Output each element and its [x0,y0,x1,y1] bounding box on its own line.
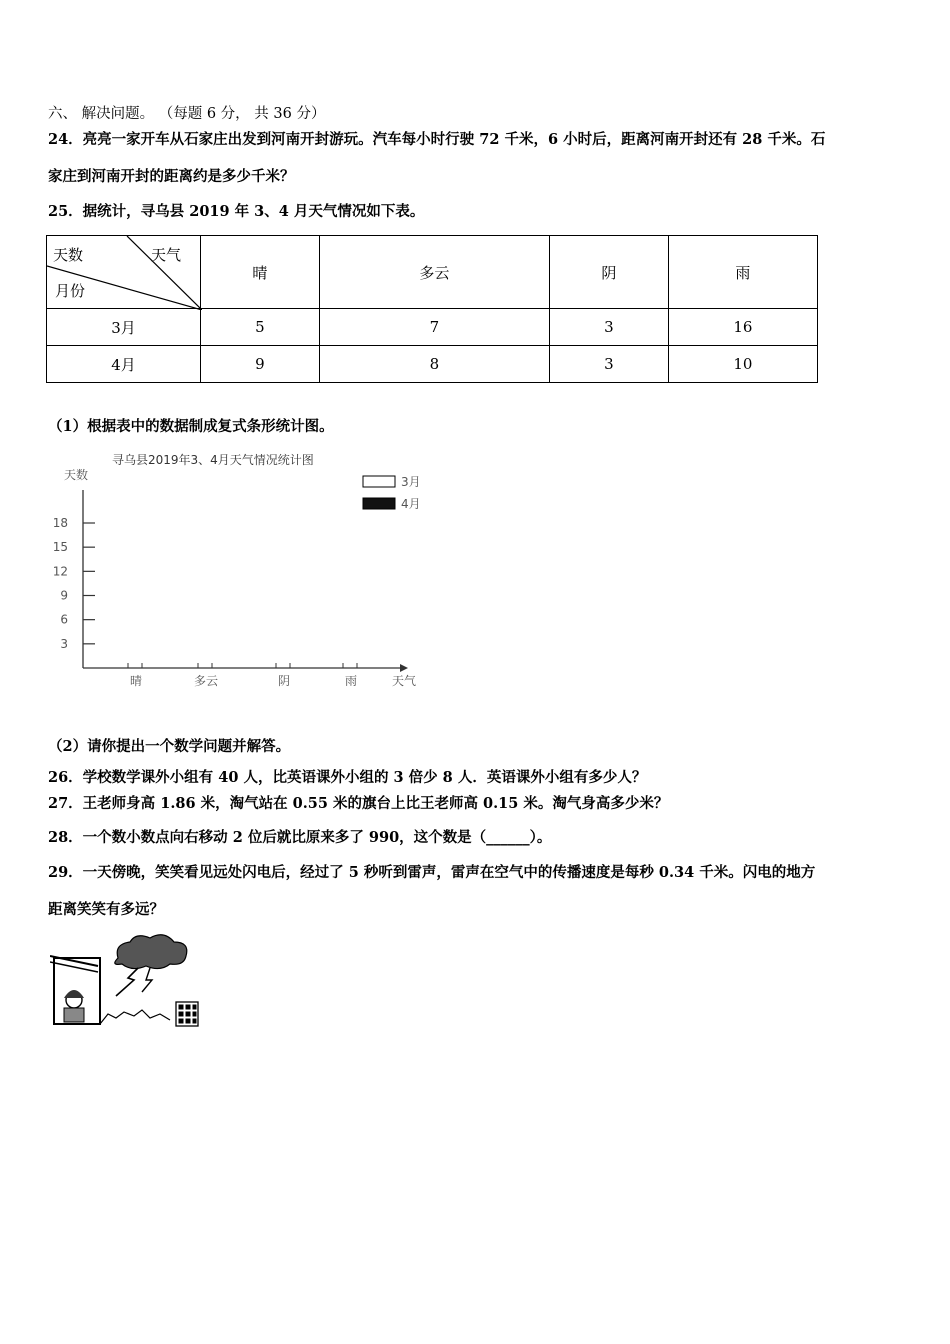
y-axis-label: 天数 [64,468,89,482]
x-axis-label: 天气 [392,674,417,688]
lightning-bolt-icon [116,968,138,996]
header-overcast: 阴 [550,236,669,309]
cell: 3 [550,309,669,346]
q29-line2: 距离笑笑有多远？ [48,901,164,918]
x-axis-arrow [400,664,408,672]
cell: 10 [668,346,817,383]
q27: 27．王老师身高 1.86 米，淘气站在 0.55 米的旗台上比王老师高 0.15 米。淘气身高多少米？ [48,795,669,812]
row-month: 4月 [47,346,201,383]
cell: 3 [550,346,669,383]
chart-title: 寻乌县2019年3、4月天气情况统计图 [112,453,314,467]
weather-bar-chart [48,445,448,695]
y-tick-label: 18 [52,516,68,530]
weather-table [46,235,818,383]
header-sunny: 晴 [201,236,320,309]
x-category-label: 晴 [129,674,143,688]
cell: 7 [319,309,549,346]
corner-label-month: 月份 [55,282,86,300]
q25-part2: （2）请你提出一个数学问题并解答。 [48,738,291,755]
lightning-illustration [50,930,205,1030]
legend-label-march: 3月 [401,475,421,489]
girl-body [64,1008,84,1022]
q26: 26．学校数学课外小组有 40 人，比英语课外小组的 3 倍少 8 人．英语课外小组有多少人？ [48,769,647,786]
cloud-icon [115,935,187,969]
legend-swatch-march [363,476,395,487]
legend-swatch-april [363,498,395,509]
y-tick-label: 3 [60,636,68,651]
y-tick-label: 9 [60,588,68,603]
corner-label-weather: 天气 [151,246,182,264]
y-tick-label: 12 [52,564,68,579]
section-heading: 六、 解决问题。 （每题 6 分， 共 36 分） [48,106,326,122]
x-category-label: 雨 [344,674,358,688]
legend-label-april: 4月 [401,497,421,511]
q25-intro: 25．据统计，寻乌县 2019 年 3、4 月天气情况如下表。 [48,203,425,220]
cell: 8 [319,346,549,383]
x-category-label: 阴 [277,674,291,688]
cell: 9 [201,346,320,383]
cell: 5 [201,309,320,346]
q24-line2: 家庄到河南开封的距离约是多少千米？ [48,168,295,185]
q28: 28．一个数小数点向右移动 2 位后就比原来多了 990，这个数是（______）。 [48,829,552,846]
lightning-bolt-icon [142,968,152,992]
q24-line1: 24．亮亮一家开车从石家庄出发到河南开封游玩。汽车每小时行驶 72 千米，6 小时后，距离河南开封还有 28 千米。石 [48,131,826,148]
header-rain: 雨 [668,236,817,309]
skyline [100,1010,170,1024]
table-corner [47,236,201,309]
x-category-label: 多云 [193,674,219,688]
table-row [47,346,818,383]
y-tick-label: 6 [60,612,68,627]
header-cloudy: 多云 [319,236,549,309]
y-tick-label: 15 [52,540,68,555]
table-row [47,309,818,346]
corner-label-days: 天数 [53,246,84,264]
q29-line1: 29．一天傍晚，笑笑看见远处闪电后，经过了 5 秒听到雷声，雷声在空气中的传播速度是每秒 0.34 千米。闪电的地方 [48,864,816,881]
row-month: 3月 [47,309,201,346]
q25-part1: （1）根据表中的数据制成复式条形统计图。 [48,418,334,435]
cell: 16 [668,309,817,346]
